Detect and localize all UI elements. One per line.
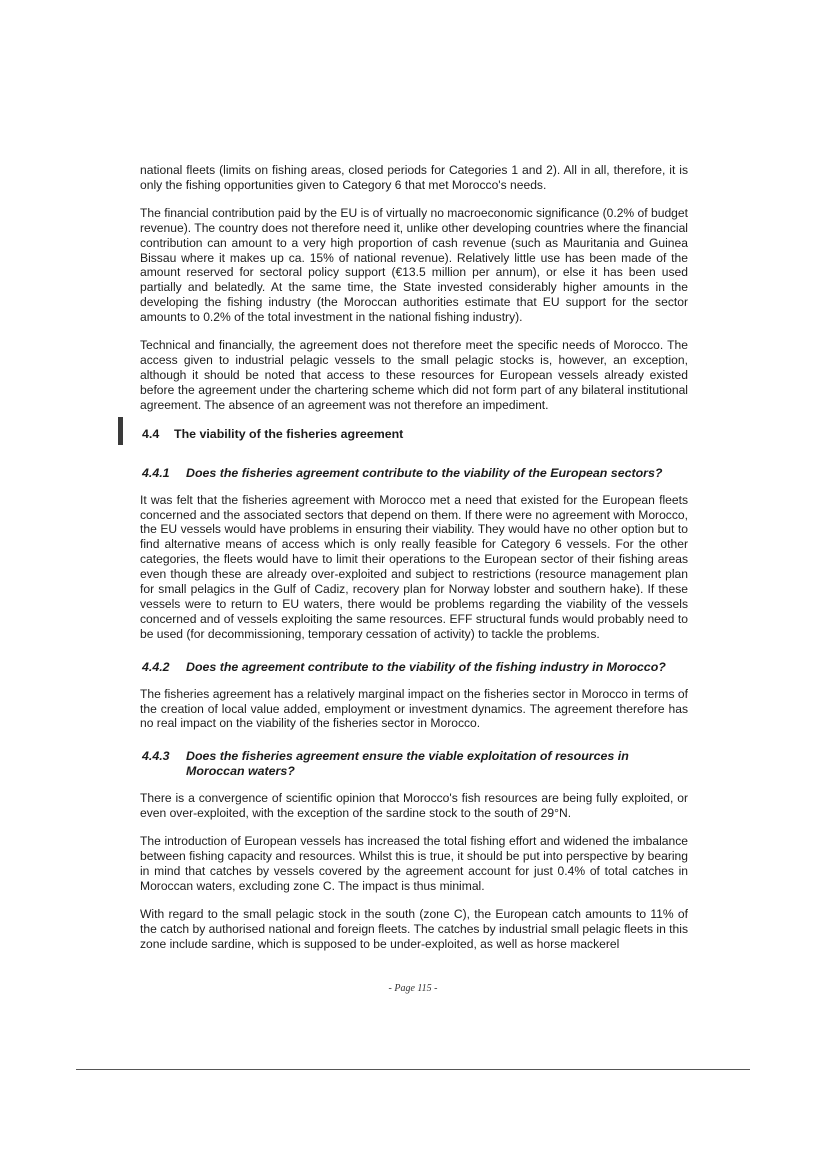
change-bar-mark [118,417,123,445]
paragraph: The financial contribution paid by the EU is of virtually no macroeconomic significance (0.2% of budget revenue). The country does not therefore need it, unlike other developing countries where the financial contribution can amount to a very high proportion of cash revenue (such as Mauritania and Guinea Bissau where it makes up ca. 15% of national revenue). Relatively little use has been made of the amount reserved for sectoral policy support (€13.5 million per annum), or else it has been used partially and belatedly. At the same time, the State invested considerably higher amounts in the developing the fishing industry (the Moroccan authorities estimate that EU support for the sector amounts to 0.2% of the total investment in the national fishing industry). [140,205,688,325]
footer-divider [76,1069,750,1070]
subsection-heading-4-4-1 [142,466,688,481]
section-heading [142,427,688,442]
subsection-number: 4.4.2 [142,659,170,674]
paragraph: national fleets (limits on fishing areas, closed periods for Categories 1 and 2). All in all, therefore, it is only the fishing opportunities given to Category 6 that met Morocco's needs. [140,163,688,192]
paragraph: There is a convergence of scientific opinion that Morocco's fish resources are being fully exploited, or even over-exploited, with the exception of the sardine stock to the south of 29°N. [140,791,688,821]
paragraph: The introduction of European vessels has increased the total fishing effort and widened the imbalance between fishing capacity and resources. Whilst this is true, it should be put into perspective by bearing in mind that catches by vessels covered by the agreement account for just 0.4% of total catches in Moroccan waters, excluding zone C. The impact is thus minimal. [140,834,688,893]
subsection-number: 4.4.1 [142,465,170,480]
paragraph: It was felt that the fisheries agreement with Morocco met a need that existed for the European fleets concerned and the associated sectors that depend on them. If there were no agreement with Morocco, the EU vessels would have problems in ensuring their viability. They would have no other option but to find alternative means of access which is only really feasible for Category 6 vessels. For the other categories, the fleets would have to limit their operations to the European sector of their fishing areas even though these are already over-exploited and subject to restrictions (resource management plan for small pelagics in the Gulf of Cadiz, recovery plan for Norway lobster and southern hake). If these vessels were to return to EU waters, there would be problems regarding the viability of the vessels concerned and of vessels exploiting the same resources. EFF structural funds would probably need to be used (for decommissioning, temporary cessation of activity) to tackle the problems. [140,492,688,641]
page-content [140,163,688,965]
paragraph: With regard to the small pelagic stock in the south (zone C), the European catch amounts to 11% of the catch by authorised national and foreign fleets. The catches by industrial small pelagic fleets in this zone include sardine, which is supposed to be under-exploited, as well as horse mackerel [140,906,688,951]
paragraph: Technical and financially, the agreement does not therefore meet the specific needs of Morocco. The access given to industrial pelagic vessels to the small pelagic stocks is, however, an exception, although it should be noted that access to these resources for European vessels already existed before the agreement under the chartering scheme which did not form part of any bilateral institutional agreement. The absence of an agreement was not therefore an impediment. [140,338,688,412]
subsection-title: Does the fisheries agreement contribute to the viability of the European sectors? [186,465,663,480]
subsection-title: Does the agreement contribute to the viability of the fishing industry in Morocco? [186,659,666,674]
section-number: 4.4 [142,426,160,441]
page-number: - Page 115 - [388,983,438,994]
section-title: The viability of the fisheries agreement [174,426,404,441]
paragraph: The fisheries agreement has a relatively marginal impact on the fisheries sector in Morocco in terms of the creation of local value added, employment or investment dynamics. The agreement therefore has no real impact on the viability of the fisheries sector in Morocco. [140,686,688,731]
subsection-title: Does the fisheries agreement ensure the viable exploitation of resources in Moroccan waters? [186,749,629,779]
subsection-heading-4-4-3 [142,749,688,779]
subsection-heading-4-4-2 [142,660,688,675]
subsection-number: 4.4.3 [142,749,170,764]
